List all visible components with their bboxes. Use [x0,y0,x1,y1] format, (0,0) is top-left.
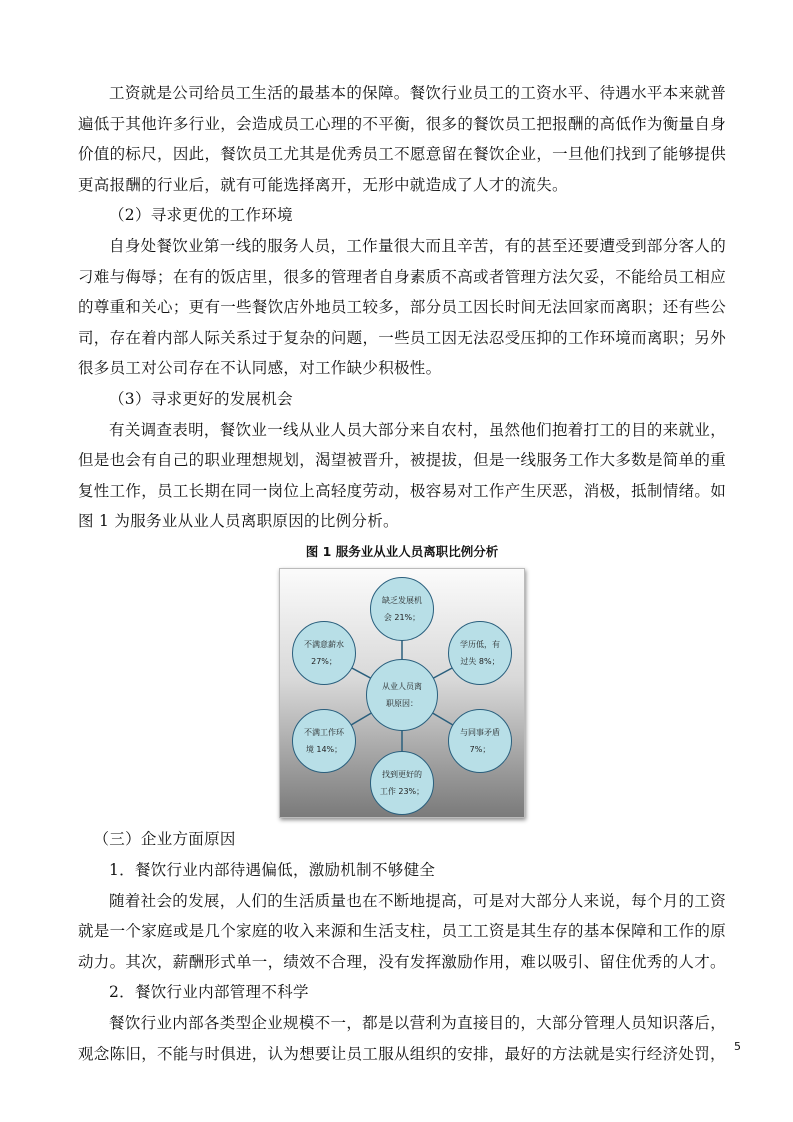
paragraph-salary-incentive: 随着社会的发展，人们的生活质量也在不断地提高，可是对大部分人来说，每个月的工资就是一个家庭或是几个家庭的收入来源和生活支柱，员工工资是其生存的基本保障和工作的原动力。其次，薪酬形式单一，绩效不合理，没有发挥激励作用，难以吸引、留住优秀的人才。 [78,891,726,971]
page-number: 5 [734,1040,741,1053]
turnover-reason-diagram [279,568,525,818]
item-heading-1: 1．餐饮行业内部待遇偏低，激励机制不够健全 [109,860,436,879]
node-lack-development: 缺乏发展机 会 21%； [370,577,434,641]
subheading-work-environment: （2）寻求更优的工作环境 [109,206,293,224]
paragraph-work-environment: 自身处餐饮业第一线的服务人员，工作量很大而且辛苦，有的甚至还要遭受到部分客人的刁难与侮辱；在有的饭店里，很多的管理者自身素质不高或者管理方法欠妥，不能给员工相应的尊重和关心；更有一些餐饮店外地员工较多，部分员工因长时间无法回家而离职；还有些公司，存在着内部人际关系过于复杂的问题，一些员工因无法忍受压抑的工作环境而离职；另外很多员工对公司存在不认同感，对工作缺少积极性。 [78,237,726,377]
node-center-turnover-reasons: 从业人员离 职原因： [366,659,438,731]
page-content [78,78,726,1069]
subheading-development: （3）寻求更好的发展机会 [109,389,293,408]
node-colleague-conflict: 与同事矛盾 7%； [448,709,512,773]
paragraph-management: 餐饮行业内部各类型企业规模不一，都是以营利为直接目的，大部分管理人员知识落后，观念陈旧，不能与时俱进，认为想要让员工服从组织的安排，最好的方法就是实行经济处罚， [78,1014,726,1063]
node-salary: 不满意薪水 27%； [292,621,356,685]
figure-caption: 图 1 服务业从业人员离职比例分析 [305,543,499,559]
paragraph-salary: 工资就是公司给员工生活的最基本的保障。餐饮行业员工的工资水平、待遇水平本来就普遍低于其他许多行业，会造成员工心理的不平衡，很多的餐饮员工把报酬的高低作为衡量自身价值的标尺，因此，餐饮员工尤其是优秀员工不愿意留在餐饮企业，一旦他们找到了能够提供更高报酬的行业后，就有可能选择离开，无形中就造成了人才的流失。 [78,84,726,194]
section-heading-enterprise: （三）企业方面原因 [93,829,236,848]
node-low-education: 学历低，有 过失 8%； [448,621,512,685]
item-heading-2: 2．餐饮行业内部管理不科学 [109,983,309,1001]
paragraph-development: 有关调查表明，餐饮业一线从业人员大部分来自农村，虽然他们抱着打工的目的来就业，但是也会有自己的职业理想规划，渴望被晋升，被提拔，但是一线服务工作大多数是简单的重复性工作，员工长期在同一岗位上高轻度劳动，极容易对工作产生厌恶，消极，抵制情绪。如图 1 为服务业从业人员离职原因的比例分析。 [78,420,726,530]
node-better-job: 找到更好的 工作 23%； [370,751,434,815]
node-work-environment: 不满工作环 境 14%； [292,709,356,773]
